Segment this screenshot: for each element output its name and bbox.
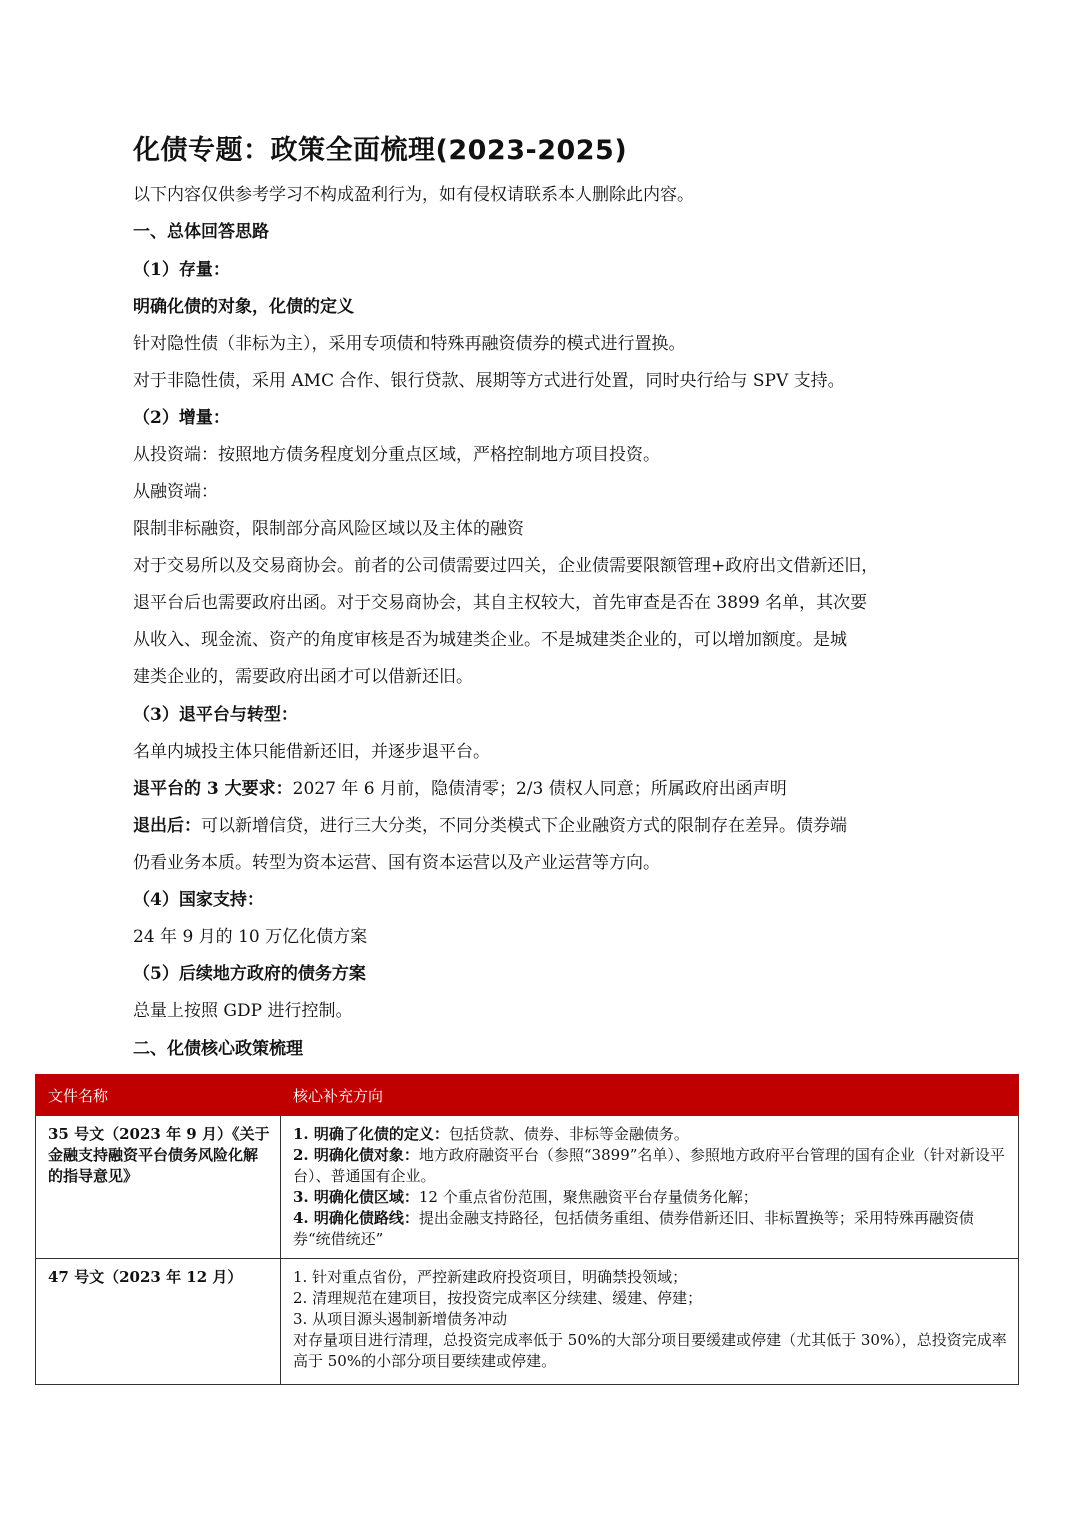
direction-item: 4. 明确化债路线：提出金融支持路径，包括债务重组、债券借新还旧、非标置换等；采用特殊再融资债券“统借统还” [293,1209,974,1248]
increment-line-6: 从收入、现金流、资产的角度审核是否为城建类企业。不是城建类企业的，可以增加额度。是城 [133,630,847,650]
future-heading: （5）后续地方政府的债务方案 [133,964,366,984]
section2-heading: 二、化债核心政策梳理 [133,1039,303,1059]
exit-after-line-2: 仍看业务本质。转型为资本运营、国有资本运营以及产业运营等方向。 [133,853,660,873]
table-row [36,1116,1019,1259]
stock-heading: （1）存量： [133,260,230,280]
stock-bold-line: 明确化债的对象，化债的定义 [133,297,354,317]
direction-item: 对存量项目进行清理，总投资完成率低于 50%的大部分项目要缓建或停建（尤其低于 30%），总投资完成率高于 50%的小部分项目要续建或停建。 [293,1331,1007,1370]
direction-item: 1. 明确了化债的定义：包括贷款、债券、非标等金融债务。 [293,1125,689,1143]
direction-cell [281,1259,1019,1385]
direction-item: 1. 针对重点省份，严控新建政府投资项目，明确禁投领域； [293,1268,688,1286]
exit-line-1: 名单内城投主体只能借新还旧，并逐步退平台。 [133,742,490,762]
disclaimer: 以下内容仅供参考学习不构成盈利行为，如有侵权请联系本人删除此内容。 [133,185,694,205]
document-name-cell: 35 号文（2023 年 9 月）《关于金融支持融资平台债务风险化解的指导意见》 [36,1116,281,1259]
increment-heading: （2）增量： [133,408,230,428]
direction-item: 3. 从项目源头遏制新增债务冲动 [293,1310,508,1328]
table-row [36,1259,1019,1385]
exit-requirements-label: 退平台的 3 大要求： [133,779,293,799]
increment-line-2: 从融资端： [133,482,218,502]
increment-line-1: 从投资端：按照地方债务程度划分重点区域，严格控制地方项目投资。 [133,445,660,465]
future-line: 总量上按照 GDP 进行控制。 [133,1001,353,1021]
direction-item: 3. 明确化债区域：12 个重点省份范围，聚焦融资平台存量债务化解； [293,1188,758,1206]
increment-line-5: 退平台后也需要政府出函。对于交易商协会，其自主权较大，首先审查是否在 3899 名单，其次要 [133,593,868,613]
column-header-name: 文件名称 [36,1075,281,1116]
section1-heading: 一、总体回答思路 [133,222,269,242]
exit-after [133,814,847,838]
direction-cell [281,1116,1019,1259]
state-heading: （4）国家支持： [133,890,264,910]
direction-item: 2. 明确化债对象：地方政府融资平台（参照“3899”名单）、参照地方政府平台管理的国有企业（针对新设平台）、普通国有企业。 [293,1146,1005,1185]
exit-after-label: 退出后： [133,816,201,836]
stock-line-1: 针对隐性债（非标为主），采用专项债和特殊再融资债券的模式进行置换。 [133,334,686,354]
increment-line-4: 对于交易所以及交易商协会。前者的公司债需要过四关，企业债需要限额管理+政府出文借新还旧， [133,556,879,576]
document-name-cell: 47 号文（2023 年 12 月） [36,1259,281,1385]
exit-after-text: 可以新增信贷，进行三大分类，不同分类模式下企业融资方式的限制存在差异。债券端 [201,816,847,836]
increment-line-7: 建类企业的，需要政府出函才可以借新还旧。 [133,667,473,687]
exit-requirements [133,777,787,801]
direction-item: 2. 清理规范在建项目，按投资完成率区分续建、缓建、停建； [293,1289,703,1307]
page-title: 化债专题：政策全面梳理(2023-2025) [133,135,628,166]
state-line: 24 年 9 月的 10 万亿化债方案 [133,927,368,947]
increment-line-3: 限制非标融资，限制部分高风险区域以及主体的融资 [133,519,524,539]
exit-heading: （3）退平台与转型： [133,705,298,725]
exit-requirements-text: 2027 年 6 月前，隐债清零；2/3 债权人同意；所属政府出函声明 [292,779,787,799]
stock-line-2: 对于非隐性债，采用 AMC 合作、银行贷款、展期等方式进行处置，同时央行给与 SPV 支持。 [133,371,845,391]
policy-table [35,1074,1019,1385]
column-header-direction: 核心补充方向 [281,1075,1019,1116]
table-header-row [36,1075,1019,1116]
